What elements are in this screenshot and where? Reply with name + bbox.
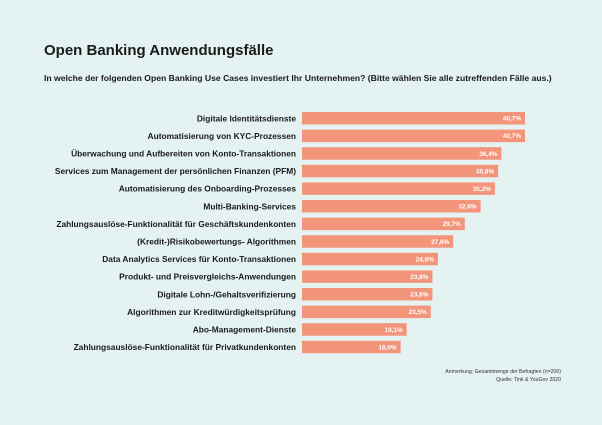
chart-title: Open Banking Anwendungsfälle — [44, 42, 274, 59]
value-label: 32,6% — [458, 203, 477, 211]
sample-note: Anmerkung: Gesamtmenge der Befragten (n=200) — [445, 369, 561, 375]
value-label: 18,0% — [378, 344, 397, 352]
value-label: 23,8% — [410, 291, 429, 299]
value-label: 24,8% — [415, 256, 434, 264]
category-label: Automatisierung des Onboarding-Prozesses — [118, 183, 296, 194]
category-label: Produkt- und Preisvergleichs-Anwendungen — [119, 271, 296, 282]
category-label: Zahlungsauslöse-Funktionalität für Privatkundenkonten — [73, 342, 296, 353]
value-label: 35,2% — [472, 185, 491, 193]
bar — [302, 130, 525, 143]
value-label: 40,7% — [502, 115, 521, 123]
category-label: Zahlungsauslöse-Funktionalität für Geschäftskundenkonten — [56, 218, 296, 229]
bar — [302, 182, 495, 195]
category-label: Überwachung und Aufbereiten von Konto-Transaktionen — [71, 148, 296, 159]
category-label: Digitale Identitätsdienste — [196, 113, 296, 124]
category-label: Digitale Lohn-/Gehaltsverifizierung — [157, 289, 296, 300]
category-label: (Kredit-)Risikobewertungs- Algorithmen — [137, 236, 296, 247]
bar — [302, 218, 465, 231]
source-note: Quelle: Tink & YouGov 2020 — [496, 377, 561, 383]
value-label: 40,7% — [502, 133, 521, 141]
bar — [302, 200, 481, 213]
value-label: 23,8% — [410, 273, 429, 281]
value-label: 36,4% — [479, 150, 498, 158]
category-label: Services zum Management der persönlichen Finanzen (PFM) — [54, 166, 296, 177]
category-label: Automatisierung von KYC-Prozessen — [147, 130, 296, 141]
category-label: Data Analytics Services für Konto-Transaktionen — [102, 254, 296, 265]
bar — [302, 147, 501, 160]
value-label: 29,7% — [442, 221, 461, 229]
category-label: Multi-Banking-Services — [203, 201, 296, 212]
category-label: Abo-Management-Dienste — [192, 324, 296, 335]
value-label: 23,5% — [408, 309, 427, 317]
category-label: Algorithmen zur Kreditwürdigkeitsprüfung — [127, 306, 296, 317]
value-label: 19,1% — [384, 326, 403, 334]
chart-subtitle: In welche der folgenden Open Banking Use Cases investiert Ihr Unternehmen? (Bitte wählen Sie alle zutreffenden Fälle aus.) — [44, 73, 552, 83]
bar — [302, 112, 525, 125]
value-label: 35,8% — [476, 168, 495, 176]
value-label: 27,6% — [431, 238, 450, 246]
bar — [302, 165, 498, 178]
